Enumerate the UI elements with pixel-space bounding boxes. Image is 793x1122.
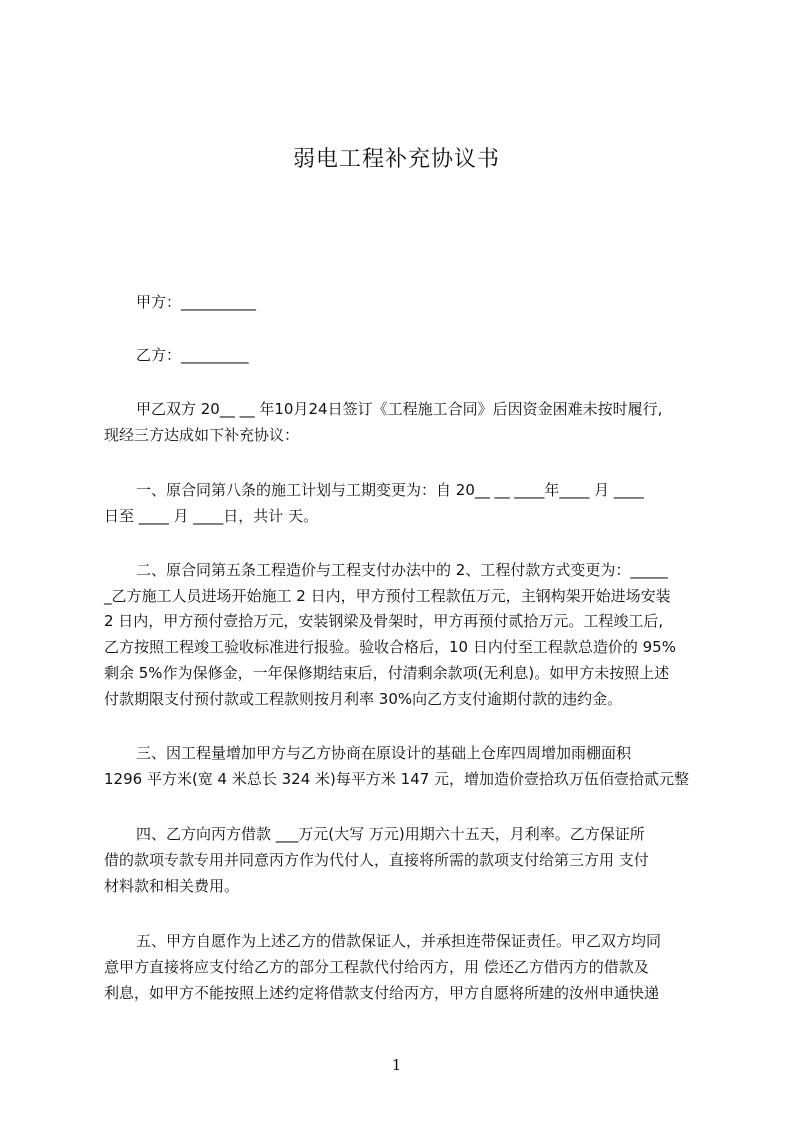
- clause1-line-2: 日至 ____ 月 ____日，共计 天。: [104, 507, 319, 525]
- clause2-line-1: 二、原合同第五条工程造价与工程支付办法中的 2、工程付款方式变更为：_____: [136, 561, 668, 579]
- clause4-line-3: 材料款和相关费用。: [104, 877, 240, 895]
- clause5-line-3: 利息，如甲方不能按照上述约定将借款支付给丙方，甲方自愿将所建的汝州申通快递: [104, 984, 660, 1002]
- clause3-line-2: 1296 平方米(宽 4 米总长 324 米)每平方米 147 元，增加造价壹拾玖万伍佰壹拾贰元整: [104, 770, 690, 788]
- clause5-line-2: 意甲方直接将应支付给乙方的部分工程款代付给丙方，用 偿还乙方借丙方的借款及: [104, 958, 649, 976]
- clause3-line-1: 三、因工程量增加甲方与乙方协商在原设计的基础上仓库四周增加雨棚面积: [136, 744, 632, 762]
- intro-line-2: 现经三方达成如下补充协议：: [104, 426, 300, 444]
- page-number: 1: [391, 1056, 402, 1074]
- clause2-line-6: 付款期限支付预付款或工程款则按月利率 30%向乙方支付逾期付款的违约金。: [104, 690, 623, 708]
- clause2-line-2: _乙方施工人员进场开始施工 2 日内，甲方预付工程款伍万元，主钢构架开始进场安装: [104, 587, 671, 605]
- clause1-line-1: 一、原合同第八条的施工计划与工期变更为：自 20__ __ ____年____ 月 ____: [136, 481, 644, 499]
- clause4-line-2: 借的款项专款专用并同意丙方作为代付人，直接将所需的款项支付给第三方用 支付: [104, 851, 649, 869]
- clause2-line-4: 乙方按照工程竣工验收标准进行报验。验收合格后，10 日内付至工程款总造价的 95%: [104, 638, 676, 656]
- intro-line-1: 甲乙双方 20__ __ 年10月24日签订《工程施工合同》后因资金困难未按时履行,: [136, 400, 663, 418]
- clause2-line-5: 剩余 5%作为保修金，一年保修期结束后，付清剩余款项(无利息)。如甲方未按照上述: [104, 664, 670, 682]
- clause5-line-1: 五、甲方自愿作为上述乙方的借款保证人，并承担连带保证责任。甲乙双方均同: [136, 932, 662, 950]
- party-a-line: 甲方：__________: [136, 293, 257, 311]
- clause4-line-1: 四、乙方向丙方借款 ___万元(大写 万元)用期六十五天，月利率。乙方保证所: [136, 825, 645, 843]
- clause2-line-3: 2 日内，甲方预付壹拾万元，安装钢梁及骨架时，甲方再预付贰拾万元。工程竣工后,: [104, 612, 664, 630]
- document-title: 弱电工程补充协议书: [292, 147, 500, 172]
- party-b-line: 乙方：_________: [136, 346, 249, 364]
